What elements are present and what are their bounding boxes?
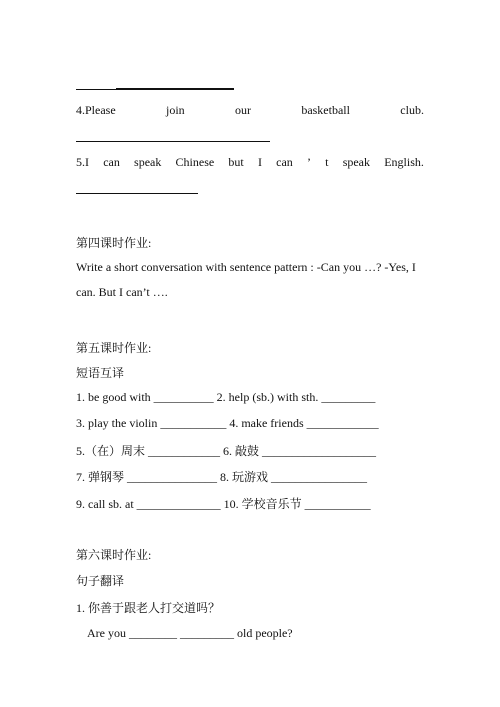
word: ’ bbox=[306, 155, 311, 169]
phrase-row-5: 9. call sb. at ______________ 10. 学校音乐节 ___________ bbox=[76, 497, 371, 511]
phrase-row-2: 3. play the violin ___________ 4. make friends ____________ bbox=[76, 416, 379, 430]
answer-line-top-right bbox=[116, 88, 234, 90]
lesson4-heading: 第四课时作业: bbox=[76, 236, 152, 250]
question-4 bbox=[76, 103, 424, 118]
phrase-row-3: 5.（在）周末 ____________ 6. 敲鼓 ___________________ bbox=[76, 444, 377, 458]
phrase-row-1: 1. be good with __________ 2. help (sb.) with sth. _________ bbox=[76, 390, 376, 404]
question-5 bbox=[76, 155, 424, 170]
word: our bbox=[234, 103, 251, 117]
lesson5-heading: 第五课时作业: bbox=[76, 341, 152, 355]
lesson6-heading: 第六课时作业: bbox=[76, 548, 152, 562]
word: t bbox=[325, 155, 329, 169]
word: basketball bbox=[301, 103, 350, 117]
word: 5.I bbox=[76, 155, 89, 169]
translation-item-1-answer: Are you ________ _________ old people? bbox=[87, 626, 293, 640]
word: can bbox=[276, 155, 293, 169]
word: speak bbox=[342, 155, 371, 169]
answer-line-top-left bbox=[76, 89, 116, 90]
word: Chinese bbox=[175, 155, 215, 169]
answer-line-q5 bbox=[76, 193, 198, 194]
word: speak bbox=[134, 155, 162, 169]
word: can bbox=[103, 155, 120, 169]
word: English. bbox=[384, 155, 424, 169]
word: but bbox=[228, 155, 244, 169]
translation-item-1: 1. 你善于跟老人打交道吗？ bbox=[76, 601, 221, 615]
phrase-row-4: 7. 弹钢琴 _______________ 8. 玩游戏 ________________ bbox=[76, 470, 368, 484]
lesson6-subheading: 句子翻译 bbox=[76, 574, 125, 588]
word: join bbox=[165, 103, 185, 117]
word: I bbox=[257, 155, 262, 169]
lesson4-instruction-line2: can. But I can’t …. bbox=[76, 285, 168, 299]
lesson4-instruction-line1: Write a short conversation with sentence pattern : -Can you …? -Yes, I bbox=[76, 260, 416, 274]
word: 4.Please bbox=[76, 103, 116, 117]
answer-line-q4 bbox=[76, 141, 270, 142]
lesson5-subheading: 短语互译 bbox=[76, 366, 125, 380]
word: club. bbox=[400, 103, 424, 117]
